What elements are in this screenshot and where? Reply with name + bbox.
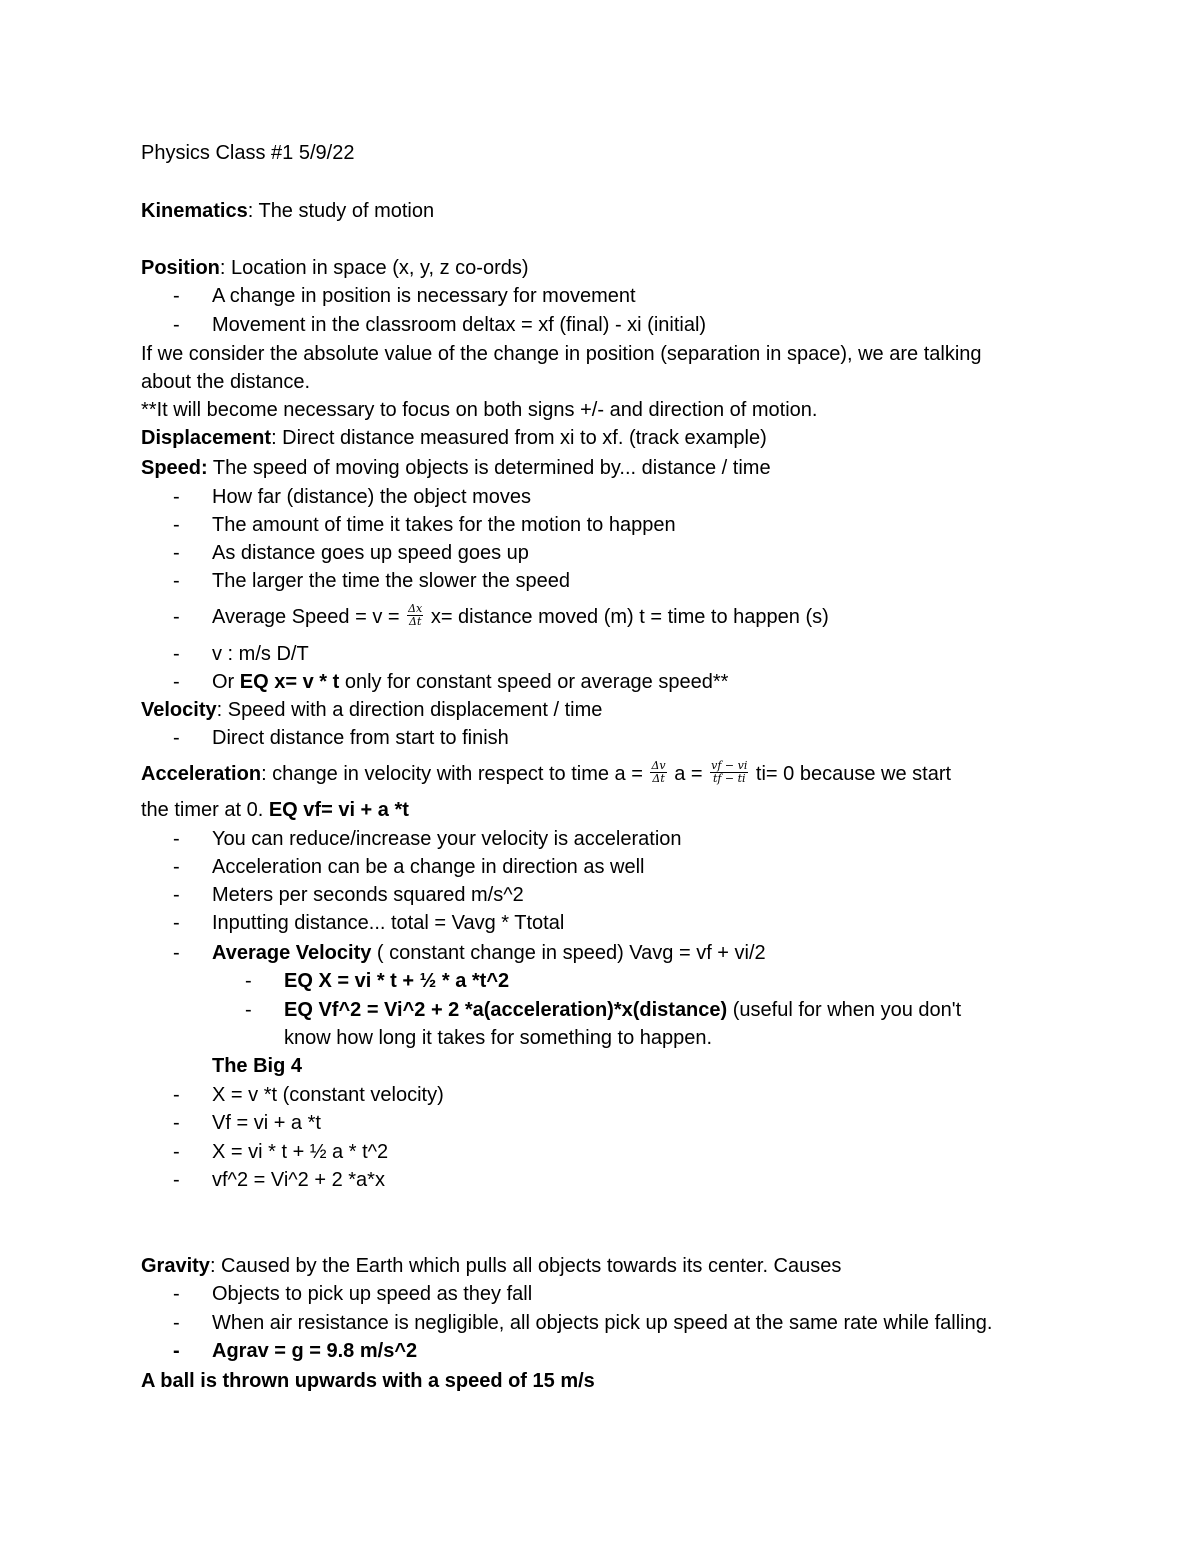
velocity-definition: : Speed with a direction displacement / time: [216, 699, 603, 721]
list-item: X = v *t (constant velocity): [212, 1084, 444, 1106]
note: **It will become necessary to focus on both signs +/- and direction of motion.: [141, 399, 818, 421]
bullet-dash: -: [173, 1112, 180, 1134]
big4-heading: The Big 4: [212, 1055, 303, 1077]
acceleration-term: Acceleration: [141, 763, 262, 785]
average-velocity-term: Average Velocity: [212, 942, 372, 964]
list-item: When air resistance is negligible, all objects pick up speed at the same rate while falling.: [212, 1312, 993, 1334]
position-line: [141, 254, 529, 282]
text: : change in velocity with respect to time a =: [261, 763, 649, 785]
fraction-dx-dt: [407, 603, 423, 628]
speed-line: [141, 454, 771, 482]
list-item: v : m/s D/T: [212, 643, 309, 665]
gravity-definition: : Caused by the Earth which pulls all objects towards its center. Causes: [209, 1255, 842, 1277]
bullet-dash: -: [173, 1141, 180, 1163]
fraction-denominator: Δt: [409, 615, 422, 629]
page-title: Physics Class #1 5/9/22: [141, 142, 355, 164]
list-item: [212, 939, 766, 967]
bullet-dash: -: [173, 606, 180, 628]
bullet-dash: -: [173, 856, 180, 878]
list-item: Agrav = g = 9.8 m/s^2: [212, 1340, 418, 1362]
formula-text: Average Speed = v =: [212, 606, 406, 628]
list-item: Objects to pick up speed as they fall: [212, 1283, 533, 1305]
list-item: Meters per seconds squared m/s^2: [212, 884, 524, 906]
bullet-dash: -: [173, 828, 180, 850]
displacement-line: [141, 424, 767, 452]
problem-statement: A ball is thrown upwards with a speed of 15 m/s: [141, 1370, 595, 1392]
acceleration-line: [141, 760, 951, 788]
gravity-term: Gravity: [141, 1255, 210, 1277]
text: Or: [212, 671, 240, 693]
fraction-numerator: Δv: [651, 759, 666, 773]
bullet-dash: -: [173, 314, 180, 336]
list-item: As distance goes up speed goes up: [212, 542, 529, 564]
acceleration-line-2: [141, 796, 409, 824]
kinematics-definition: : The study of motion: [247, 200, 435, 222]
list-item: vf^2 = Vi^2 + 2 *a*x: [212, 1169, 385, 1191]
displacement-term: Displacement: [141, 427, 272, 449]
text: (useful for when you don't: [727, 999, 962, 1021]
bullet-dash: -: [173, 912, 180, 934]
equation: EQ vf= vi + a *t: [268, 799, 409, 821]
equation: EQ Vf^2 = Vi^2 + 2 *a(acceleration)*x(distance): [284, 999, 728, 1021]
text: the timer at 0.: [141, 799, 269, 821]
fraction-dv-dt: [650, 760, 666, 785]
paragraph: about the distance.: [141, 371, 311, 393]
bullet-dash: -: [173, 1340, 180, 1362]
position-term: Position: [141, 257, 220, 279]
velocity-term: Velocity: [141, 699, 217, 721]
bullet-dash: -: [173, 542, 180, 564]
list-item: Movement in the classroom deltax = xf (final) - xi (initial): [212, 314, 707, 336]
bullet-dash: -: [173, 285, 180, 307]
average-speed-formula: [212, 603, 829, 631]
text: a =: [668, 763, 709, 785]
bullet-dash: -: [173, 942, 180, 964]
list-item: X = vi * t + ½ a * t^2: [212, 1141, 389, 1163]
list-item: The amount of time it takes for the motion to happen: [212, 514, 676, 536]
bullet-dash: -: [173, 1283, 180, 1305]
list-item: You can reduce/increase your velocity is acceleration: [212, 828, 682, 850]
speed-definition: The speed of moving objects is determined by... distance / time: [207, 457, 771, 479]
bullet-dash: -: [173, 486, 180, 508]
displacement-definition: : Direct distance measured from xi to xf. (track example): [271, 427, 767, 449]
sub-list-item: EQ X = vi * t + ½ * a *t^2: [284, 970, 510, 992]
fraction-numerator: Δx: [408, 602, 423, 616]
bullet-dash: -: [173, 727, 180, 749]
list-item: Inputting distance... total = Vavg * Ttotal: [212, 912, 565, 934]
equation: EQ x= v * t: [239, 671, 340, 693]
bullet-dash: -: [173, 1169, 180, 1191]
bullet-dash: -: [173, 1084, 180, 1106]
list-item: A change in position is necessary for movement: [212, 285, 636, 307]
bullet-dash: -: [173, 570, 180, 592]
fraction-denominator: Δt: [652, 772, 665, 786]
list-item: Acceleration can be a change in direction as well: [212, 856, 645, 878]
list-item: [212, 668, 728, 696]
text: ti= 0 because we start: [750, 763, 952, 785]
text: only for constant speed or average speed**: [339, 671, 729, 693]
fraction-numerator: vf − vi: [711, 759, 748, 773]
text: ( constant change in speed) Vavg = vf + vi/2: [371, 942, 766, 964]
bullet-dash: -: [173, 1312, 180, 1334]
formula-text: x= distance moved (m) t = time to happen (s): [425, 606, 829, 628]
velocity-line: [141, 696, 602, 724]
kinematics-line: [141, 197, 434, 225]
document-page: [141, 0, 1061, 1553]
speed-term: Speed:: [141, 457, 208, 479]
list-item: The larger the time the slower the speed: [212, 570, 570, 592]
paragraph: If we consider the absolute value of the change in position (separation in space), we are talking: [141, 343, 982, 365]
list-item: Vf = vi + a *t: [212, 1112, 321, 1134]
bullet-dash: -: [173, 643, 180, 665]
kinematics-term: Kinematics: [141, 200, 248, 222]
bullet-dash: -: [245, 970, 252, 992]
position-definition: : Location in space (x, y, z co-ords): [219, 257, 529, 279]
bullet-dash: -: [173, 884, 180, 906]
list-item: How far (distance) the object moves: [212, 486, 532, 508]
bullet-dash: -: [245, 999, 252, 1021]
fraction-denominator: tf − ti: [712, 772, 746, 786]
bullet-dash: -: [173, 514, 180, 536]
bullet-dash: -: [173, 671, 180, 693]
list-item: Direct distance from start to finish: [212, 727, 509, 749]
gravity-line: [141, 1252, 841, 1280]
sub-list-item: [284, 996, 961, 1024]
sub-list-item-continued: know how long it takes for something to happen.: [284, 1027, 713, 1049]
fraction-vf-vi: [710, 760, 748, 785]
